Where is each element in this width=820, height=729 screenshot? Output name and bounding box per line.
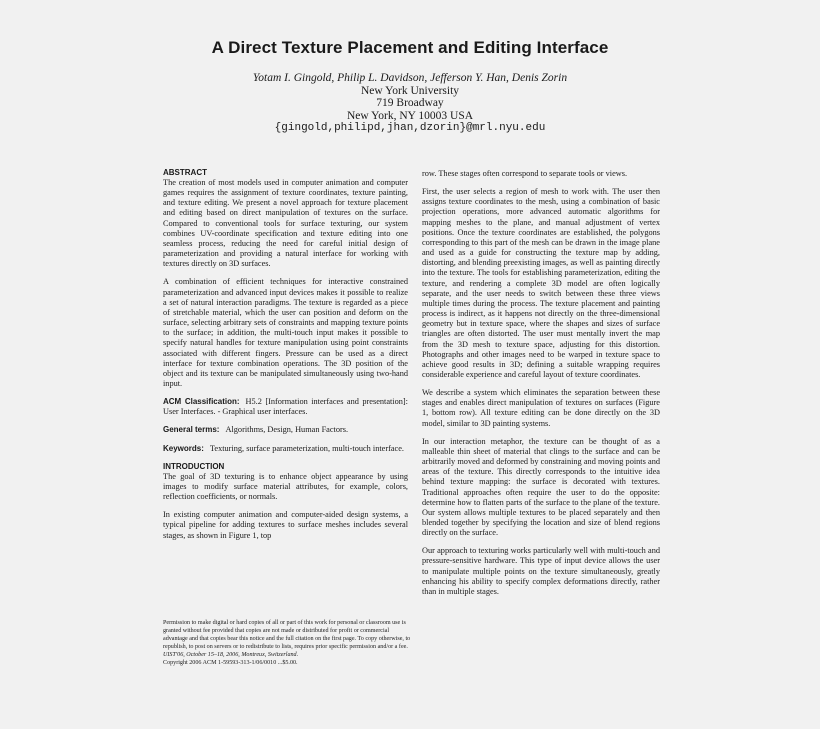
author-emails: {gingold,philipd,jhan,dzorin}@mrl.nyu.edu [274,122,546,135]
paper-title: A Direct Texture Placement and Editing Interface [211,38,609,57]
right-column [422,169,660,605]
acm-classification-label: ACM Classification: [163,397,240,407]
conference-line: UIST'06, October 15–18, 2006, Montreux, Switzerland. [163,652,299,659]
keywords [163,444,408,454]
keywords-label: Keywords: [163,443,204,453]
abstract-heading: ABSTRACT [163,168,207,177]
right-paragraph-1: row. These stages often correspond to separate tools or views. [422,169,628,178]
author-names: Yotam I. Gingold, Philip L. Davidson, Jefferson Y. Han, Denis Zorin [252,72,568,84]
right-paragraph-3: We describe a system which eliminates the separation between these stages and enables direct manipulation of textures on surfaces (Figure 1, bottom row). All texture editing can be done directly on the 3D model, similar to 3D painting systems. [422,388,660,428]
abstract-paragraph-2: A combination of efficient techniques for interactive constrained parameterization and advanced input devices makes it possible to realize a set of natural interaction paradigms. The texture is regarded as a piece of stretchable material, which the user can position and deform on the surface, selecting arbitrary sets of constraints and mapping texture points to the surface; in addition, the multi-touch input makes it possible to specify natural handles for texture manipulation using point constraints associated with different fingers. Pressure can be used as a direct interface for texture combination operations. The 3D position of the object and its texture can be manipulated simultaneously using two-hand input. [163,277,408,388]
general-terms-text: Algorithms, Design, Human Factors. [225,425,349,435]
permission-notice: Permission to make digital or hard copies of all or part of this work for personal or classroom use is granted without fee provided that copies are not made or distributed for profit or commercial advantage and that copies bear this notice and the full citation on the first page. To copy otherwise, to republish, to post on servers or to redistribute to lists, requires prior specific permission and/or a fee. [163,620,411,651]
introduction-heading: INTRODUCTION [163,461,225,471]
acm-classification [163,397,408,417]
right-paragraph-5: Our approach to texturing works particularly well with multi-touch and pressure-sensitive hardware. This type of input device allows the user to manipulate multiple points on the texture simultaneously, greatly enhancing his ability to specify complex deformations directly, rather than in multiple stages. [422,546,660,596]
copyright-footnote [163,619,411,668]
copyright-line: Copyright 2006 ACM 1-59593-313-1/06/0010 ...$5.00. [163,660,298,667]
introduction-paragraph-1: The goal of 3D texturing is to enhance object appearance by using images to modify surface material attributes, for example, colors, reflection coefficients, or normals. [163,471,408,502]
introduction-paragraph-2: In existing computer animation and computer-aided design systems, a typical pipeline for adding textures to surface meshes includes several stages, as shown in Figure 1, top [163,510,408,540]
affiliation: New York University [360,84,460,97]
keywords-text: Texturing, surface parameterization, multi-touch interface. [209,443,404,453]
right-paragraph-4: In our interaction metaphor, the texture can be thought of as a malleable thin sheet of material that clings to the surface and can be arbitrarily moved and deformed by constraining and moving points and areas of the texture. This directly corresponds to the intuitive idea behind texture mapping: the surface is decorated with textures. Traditional approaches often require the user to do the opposite: determine how to flatten parts of the surface to the plane of the texture. Our system allows multiple textures to be placed separately and then blended together by specifying the location and size of blend regions directly on the surface. [422,436,660,538]
street-address: 719 Broadway [376,97,444,110]
acm-classification-text: H5.2 [Information interfaces and presentation]: User Interfaces. - Graphical user interfaces. [163,397,408,417]
general-terms-label: General terms: [163,425,220,435]
left-column [163,168,408,549]
city-address: New York, NY 10003 USA [346,109,474,122]
right-paragraph-2: First, the user selects a region of mesh to work with. The user then assigns texture coordinates to the mesh, using a combination of basic projection operations, more advanced automatic algorithms for mapping meshes to the plane, and manual adjustment of vertex positions. Once the texture coordinates are established, the polygons corresponding to this part of the mesh can be drawn in the image plane and used as a guide for constructing the texture map by adding, distorting, and blending preexisting images, as well as painting directly into the texture. The tools for establishing parameterization, editing the texture, and rendering a complete 3D model are often logically separate, and the user needs to switch between these three views multiple times during the process. The texture placement and painting process is indirect, as it happens not directly on the three-dimensional geometry but in texture space, where the shapes and sizes of surface triangles are often distorted. The user must mentally invert the map from the 3D mesh to texture space, adjusting for this distortion. Photographs and other images need to be warped in texture space to achieve good results in 3D; defining a suitable wrapping requires considerable experience and careful layout of texture coordinates. [422,187,660,379]
abstract-paragraph-1: The creation of most models used in computer animation and computer games requires the assignment of texture coordinates, texture painting, and texture editing. We present a novel approach for texture placement and editing based on direct manipulation of textures on the surface. Compared to conventional tools for surface texturing, our system combines UV-coordinate specification and texture editing into one seamless process, reducing the need for careful initial design of parameterization and providing a natural interface for working with textures directly on 3D surfaces. [163,178,408,269]
general-terms [163,425,408,435]
author-block [0,72,820,135]
